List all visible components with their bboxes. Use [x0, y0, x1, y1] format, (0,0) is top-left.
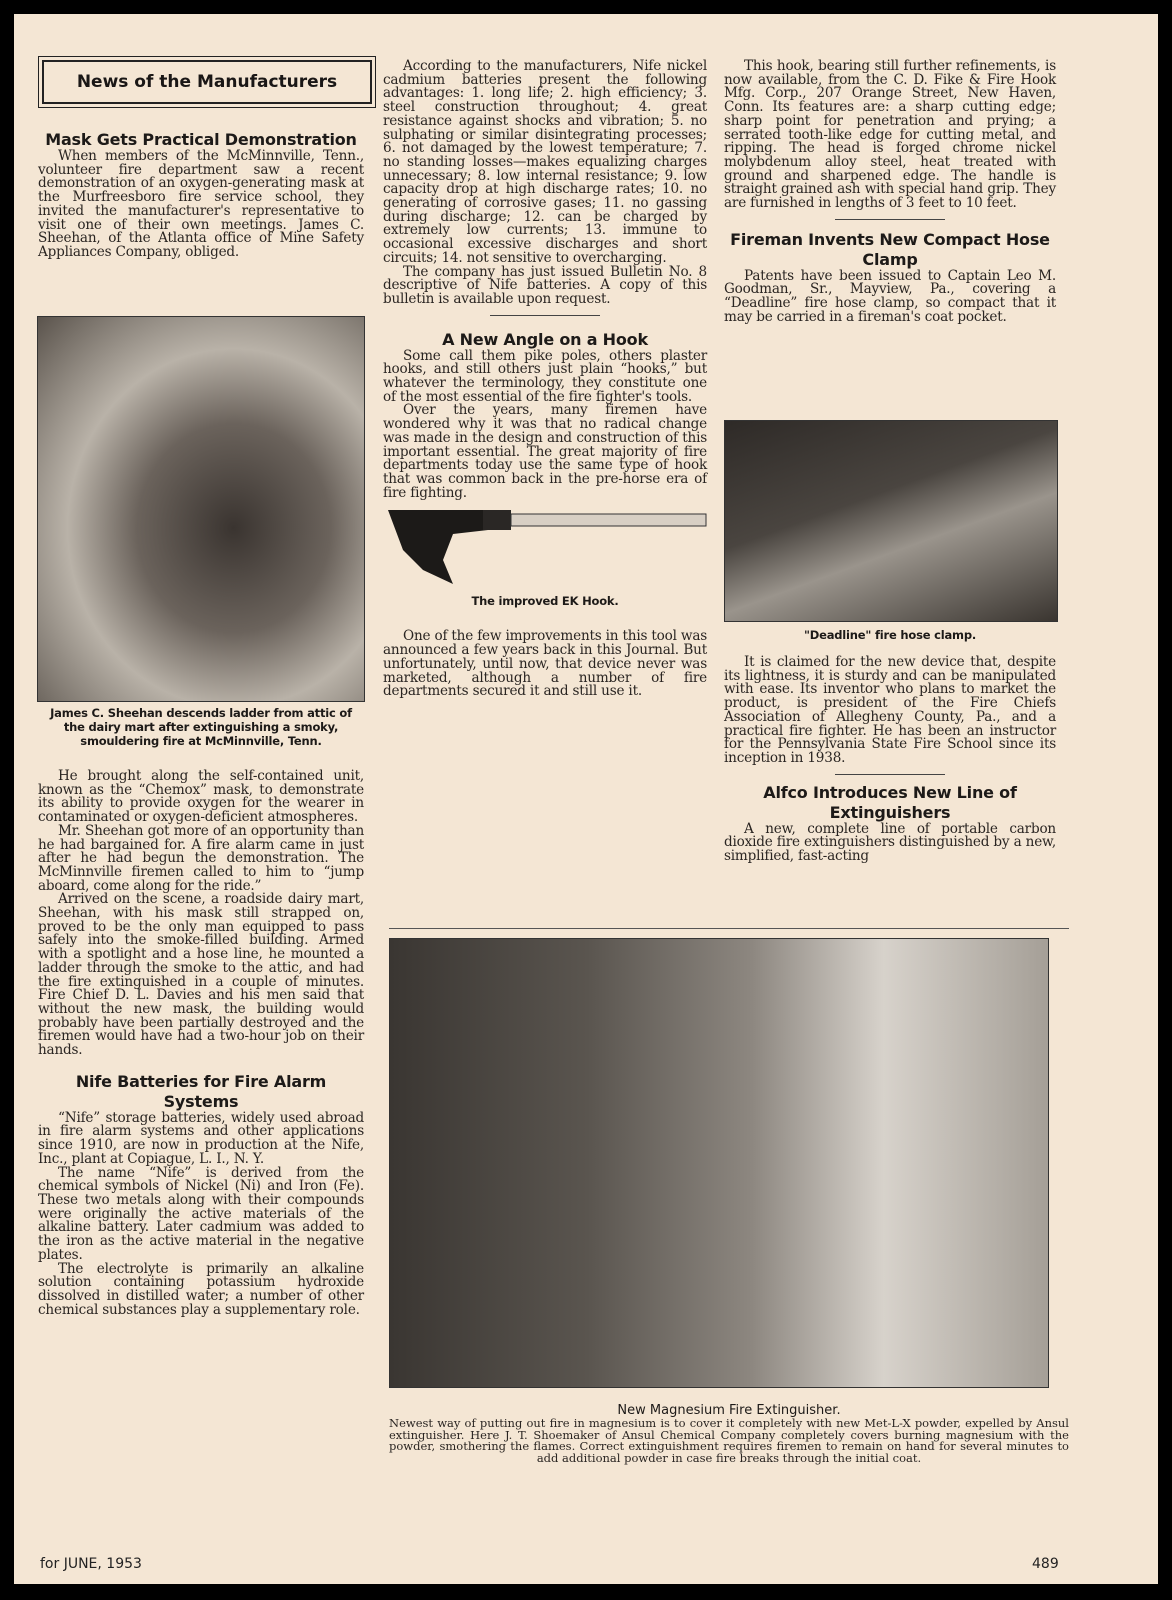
paragraph: Mr. Sheehan got more of an opportunity than he had bargained for. A fire alarm came in just after he had begun the demonstration. The McMinnville firemen called to him to “jump aboard, come along for the ride.” [38, 822, 364, 894]
paragraph: A new, complete line of portable carbon dioxide fire extinguishers distinguished by a new, simplified, fast-acting [724, 820, 1056, 865]
paragraph: This hook, bearing still further refinements, is now available, from the C. D. Fike & Fire Hook Mfg. Corp., 207 Orange Street, New Haven, Conn. Its features are: a sharp cutting edge; sharp point for penetration and prying; a serrated tooth-like edge for cutting metal, and ripping. The head is forged chrome nickel molybdenum alloy steel, heat treated with ground and sharpened edge. The handle is straight grained ash with special hand grip. They are furnished in lengths of 3 feet to 10 feet. [724, 58, 1056, 212]
article-heading: Alfco Introduces New Line of Extinguishers [763, 782, 1017, 822]
article-heading: A New Angle on a Hook [442, 329, 648, 349]
column-2 [383, 60, 707, 699]
photo-mask-demonstration [37, 316, 365, 702]
photo-hose-clamp [724, 420, 1058, 622]
hook-illustration [383, 500, 707, 594]
column-1-lower [38, 706, 364, 1317]
paragraph: It is claimed for the new device that, despite its lightness, it is sturdy and can be manipulated with ease. Its inventor who plans to market the product, is president of the Fire Chiefs Association of Allegheny County, Pa., and a practical fire fighter. He has been an instructor for the Pennsylvania State Fire School since its inception in 1938. [724, 654, 1056, 766]
photo-magnesium-extinguisher [389, 938, 1049, 1388]
ek-hook-icon [383, 500, 707, 594]
paragraph: According to the manufacturers, Nife nickel cadmium batteries present the following advantages: 1. long life; 2. high efficiency; 3. steel construction throughout; 4. great resistance against shocks and vibration; 5. no sulphating or similar disintegrating processes; 6. not damaged by the lowest temperature; 7. no standing losses—makes equalizing charges unnecessary; 8. low internal resistance; 9. low capacity drop at high discharge rates; 10. no generating of corrosive gases; 11. no gassing during discharge; 12. can be charged by extremely low currents; 13. immune to occasional excessive discharges and short circuits; 14. not sensitive to overcharging. [383, 58, 707, 266]
column-3 [724, 60, 1056, 325]
paragraph: “Nife” storage batteries, widely used abroad in fire alarm systems and other applications since 1910, are now in production at the Nife, Inc., plant at Copiague, L. I., N. Y. [38, 1109, 364, 1167]
divider [835, 774, 945, 775]
paragraph: Patents have been issued to Captain Leo M. Goodman, Sr., Mayview, Pa., covering a “Deadline” fire hose clamp, so compact that it may be carried in a fireman's coat pocket. [724, 267, 1056, 325]
clamp-caption: "Deadline" fire hose clamp. [803, 628, 977, 642]
caption-title: New Magnesium Fire Extinguisher. [617, 1403, 841, 1418]
paragraph: The electrolyte is primarily an alkaline solution containing potassium hydroxide dissolved in distilled water; a number of other chemical substances play a supplementary role. [38, 1260, 364, 1318]
caption-text: Newest way of putting out fire in magnesium is to cover it completely with new Met-L-X powder, expelled by Ansul extinguisher. Here J. T. Shoemaker of Ansul Chemical Company completely covers burning magnesium with the powder, smothering the flames. Correct extinguishment requires firemen to remain on hand for several minutes to add additional powder in case fire breaks through the initial coat. [389, 1416, 1069, 1465]
divider [835, 219, 945, 220]
paragraph: Some call them pike poles, others plaster hooks, and still others just plain “hooks,” but whatever the terminology, they constitute one of the most essential of the fire fighter's tools. [383, 347, 707, 405]
divider [389, 928, 1069, 929]
magazine-page [14, 14, 1158, 1584]
paragraph: Over the years, many firemen have wondered why it was that no radical change was made in the design and construction of this important essential. The great majority of fire departments today use the same type of hook that was common back in the pre-horse era of fire fighting. [383, 402, 707, 501]
column-1 [38, 130, 364, 260]
paragraph: One of the few improvements in this tool was announced a few years back in this Journal. But unfortunately, until now, that device never was marketed, although a number of fire departments secured it and still use it. [383, 628, 707, 700]
page-number: 489 [1032, 1556, 1059, 1572]
article-heading: Mask Gets Practical Demonstration [45, 130, 357, 149]
footer-issue: for JUNE, 1953 [40, 1556, 142, 1572]
big-photo-caption [389, 1404, 1069, 1464]
section-title: News of the Manufacturers [42, 60, 372, 104]
article-heading: Nife Batteries for Fire Alarm Systems [75, 1071, 327, 1111]
hook-caption: The improved EK Hook. [471, 594, 619, 609]
photo-caption: James C. Sheehan descends ladder from attic of the dairy mart after extinguishing a smoky, smouldering fire at McMinnville, Tenn. [50, 706, 352, 748]
paragraph: The name “Nife” is derived from the chemical symbols of Nickel (Ni) and Iron (Fe). These two metals along with their compounds were originally the active materials of the alkaline battery. Later cadmium was added to the iron as the active material in the negative plates. [38, 1164, 364, 1263]
column-3-lower [724, 628, 1056, 864]
paragraph: When members of the McMinnville, Tenn., volunteer fire department saw a recent demonstration of an oxygen-generating mask at the Murfreesboro fire service school, they invited the manufacturer's representative to visit one of their own meetings. James C. Sheehan, of the Atlanta office of Mine Safety Appliances Company, obliged. [38, 148, 364, 260]
divider [490, 315, 600, 316]
paragraph: He brought along the self-contained unit, known as the “Chemox” mask, to demonstrate its ability to provide oxygen for the wearer in contaminated or oxygen-deficient atmospheres. [38, 768, 364, 826]
paragraph: Arrived on the scene, a roadside dairy mart, Sheehan, with his mask still strapped on, proved to be the only man equipped to pass safely into the smoke-filled building. Armed with a spotlight and a hose line, he mounted a ladder through the smoke to the attic, and had the fire extinguished in a couple of minutes. Fire Chief D. L. Davies and his men said that without the new mask, the building would probably have been partially destroyed and the firemen would have had a two-hour job on their hands. [38, 891, 364, 1059]
article-heading: Fireman Invents New Compact Hose Clamp [730, 229, 1050, 269]
paragraph: The company has just issued Bulletin No. 8 descriptive of Nife batteries. A copy of this bulletin is available upon request. [383, 263, 707, 307]
